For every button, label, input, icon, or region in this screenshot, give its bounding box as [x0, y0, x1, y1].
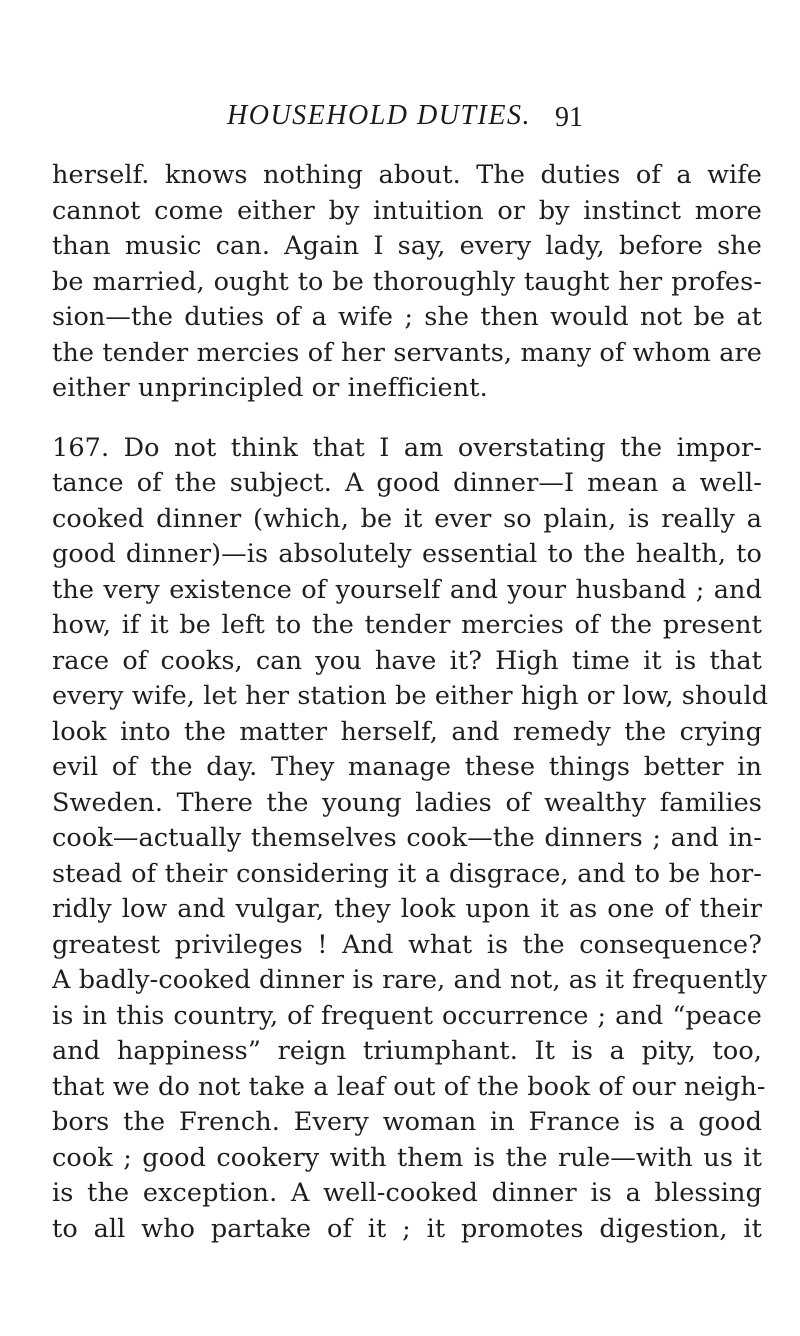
text-line: bors the French. Every woman in France is a good: [52, 1107, 762, 1137]
text-line: is the exception. A well-cooked dinner is a blessing: [52, 1178, 762, 1208]
text-line: greatest privileges ! And what is the consequence?: [52, 929, 762, 960]
paragraph-gap: [52, 407, 762, 431]
text-line: than music can. Again I say, every lady, before she: [52, 231, 762, 261]
text-line: ridly low and vulgar, they look upon it as one of their: [52, 894, 762, 924]
text-line: is in this country, of frequent occurrence ; and “peace: [52, 1000, 762, 1031]
text-line: the tender mercies of her servants, many of whom are: [52, 337, 762, 368]
text-line: A badly-cooked dinner is rare, and not, as it frequently: [52, 965, 768, 995]
paragraph-1: [52, 158, 762, 407]
text-line: how, if it be left to the tender mercies of the present: [52, 610, 762, 640]
text-line: herself. knows nothing about. The duties of a wife: [52, 160, 762, 190]
text-line: cannot come either by intuition or by instinct more: [52, 195, 762, 226]
text-line: race of cooks, can you have it? High time it is that: [52, 645, 762, 676]
text-line: to all who partake of it ; it promotes digestion, it: [52, 1213, 762, 1244]
body-text: [52, 158, 769, 1247]
text-line: look into the matter herself, and remedy the crying: [52, 716, 762, 747]
text-line: Sweden. There the young ladies of wealthy families: [52, 787, 762, 818]
page-number: 91: [555, 102, 583, 133]
running-head: [0, 100, 800, 136]
text-line: sion—the duties of a wife ; she then would not be at: [52, 302, 762, 332]
text-line: cook ; good cookery with them is the rule—with us it: [52, 1142, 762, 1173]
text-line: stead of their considering it a disgrace, and to be hor-: [52, 858, 762, 889]
text-line: tance of the subject. A good dinner—I mean a well-: [52, 468, 762, 498]
text-line: and happiness” reign triumphant. It is a pity, too,: [52, 1036, 762, 1066]
text-line: cook—actually themselves cook—the dinners ; and in-: [52, 823, 762, 853]
text-line: good dinner)—is absolutely essential to the health, to: [52, 539, 762, 569]
text-line: cooked dinner (which, be it ever so plain, is really a: [52, 503, 762, 534]
text-line: be married, ought to be thoroughly taught her profes-: [52, 266, 762, 297]
running-title: HOUSEHOLD DUTIES.: [227, 100, 531, 131]
text-line: either unprincipled or inefficient.: [52, 373, 488, 403]
text-line: that we do not take a leaf out of the book of our neigh-: [52, 1071, 766, 1102]
text-line: every wife, let her station be either high or low, should: [52, 681, 769, 711]
paragraph-167: [52, 431, 769, 1248]
text-line: evil of the day. They manage these things better in: [52, 752, 762, 782]
text-line: 167. Do not think that I am overstating the impor-: [52, 432, 762, 463]
text-line: the very existence of yourself and your husband ; and: [52, 574, 762, 605]
